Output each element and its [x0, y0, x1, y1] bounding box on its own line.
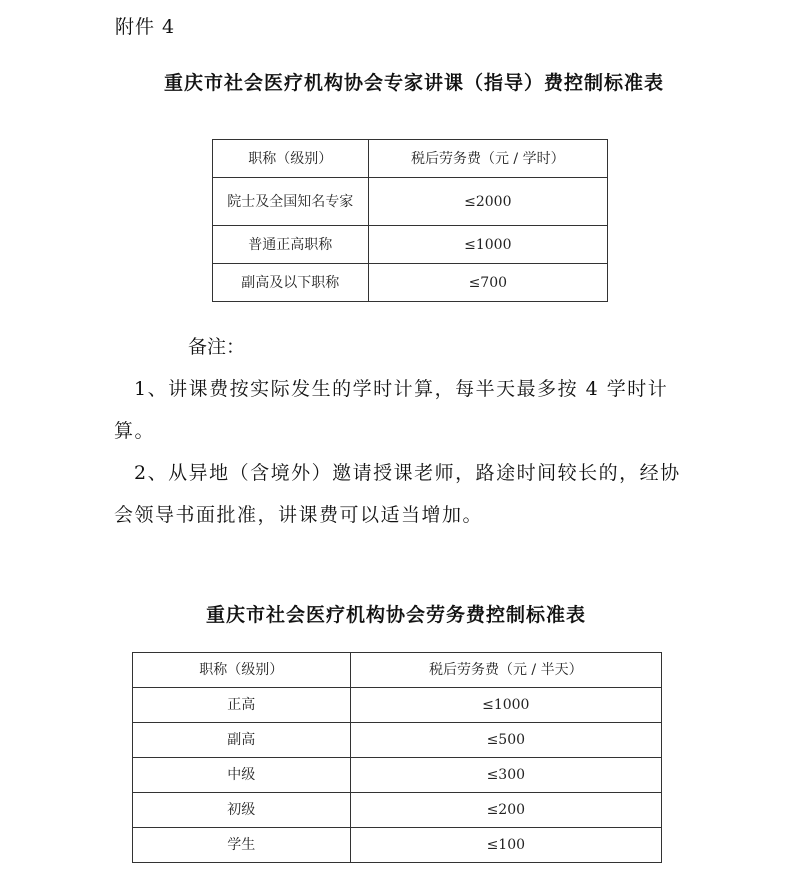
table-row	[213, 226, 608, 264]
column-header-fee: 税后劳务费（元 / 学时）	[368, 140, 607, 178]
title-cell: 院士及全国知名专家	[213, 178, 369, 226]
table-row	[213, 264, 608, 302]
fee-cell: ≤500	[350, 723, 661, 758]
table-row	[213, 178, 608, 226]
fee-cell: ≤200	[350, 793, 661, 828]
table-header-row	[133, 653, 662, 688]
labor-fee-table	[132, 652, 662, 863]
title-cell: 初级	[133, 793, 351, 828]
fee-cell: ≤100	[350, 828, 661, 863]
title-cell: 正高	[133, 688, 351, 723]
remark-item: 2、从异地（含境外）邀请授课老师，路途时间较长的，经协会领导书面批准，讲课费可以适当增加。	[114, 462, 681, 526]
table-row	[133, 793, 662, 828]
table-row	[133, 828, 662, 863]
title-cell: 学生	[133, 828, 351, 863]
remark-item: 1、讲课费按实际发生的学时计算，每半天最多按 4 学时计算。	[114, 378, 669, 442]
title-cell: 副高及以下职称	[213, 264, 369, 302]
remarks-heading: 备注：	[188, 336, 246, 358]
table-header-row	[213, 140, 608, 178]
title-cell: 副高	[133, 723, 351, 758]
remarks-section	[114, 326, 689, 536]
attachment-label: 附件 4	[115, 16, 176, 38]
fee-cell: ≤300	[350, 758, 661, 793]
title-cell: 普通正高职称	[213, 226, 369, 264]
table2-title: 重庆市社会医疗机构协会劳务费控制标准表	[205, 604, 586, 626]
column-header-title: 职称（级别）	[213, 140, 369, 178]
lecture-fee-table	[212, 139, 608, 302]
table-row	[133, 688, 662, 723]
table-row	[133, 723, 662, 758]
column-header-title: 职称（级别）	[133, 653, 351, 688]
table-row	[133, 758, 662, 793]
column-header-fee: 税后劳务费（元 / 半天）	[350, 653, 661, 688]
title-cell: 中级	[133, 758, 351, 793]
fee-cell: ≤1000	[368, 226, 607, 264]
fee-cell: ≤700	[368, 264, 607, 302]
fee-cell: ≤1000	[350, 688, 661, 723]
fee-cell: ≤2000	[368, 178, 607, 226]
table1-title: 重庆市社会医疗机构协会专家讲课（指导）费控制标准表	[163, 72, 664, 94]
